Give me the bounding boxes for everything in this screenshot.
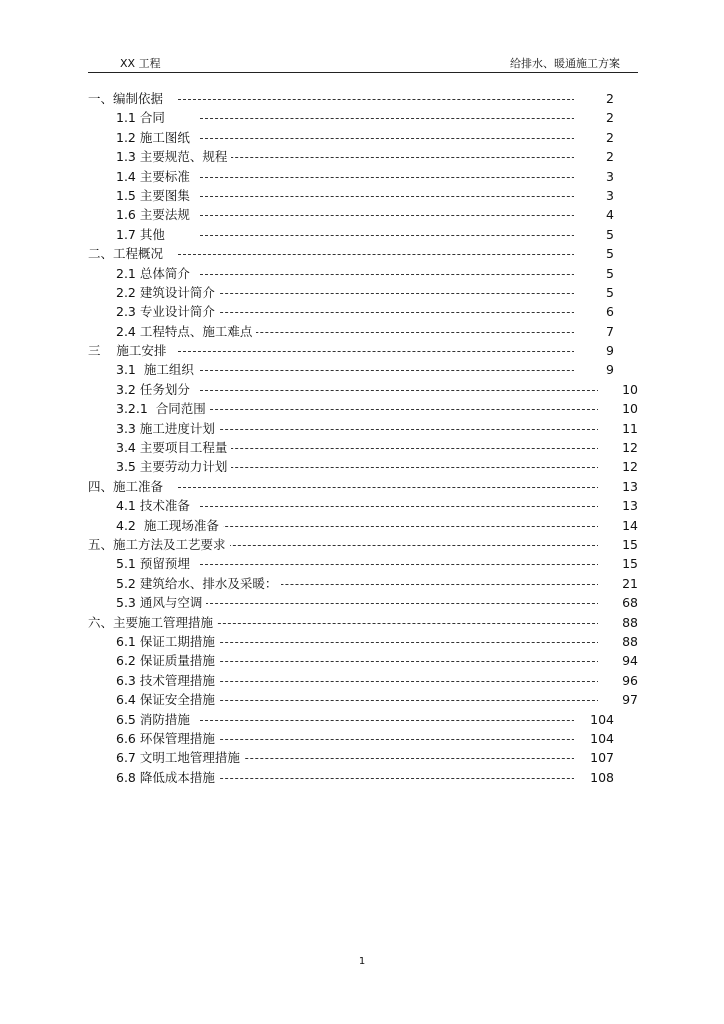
toc-entry-label: 3.2 任务划分 — [116, 380, 194, 399]
toc-leader-dots — [200, 526, 600, 527]
toc-entry-page: 2 — [574, 89, 614, 108]
toc-leader-dots — [200, 506, 600, 507]
toc-leader-dots — [200, 778, 600, 779]
toc-entry-page: 97 — [598, 690, 638, 709]
toc-leader-dots — [200, 661, 600, 662]
toc-entry-page: 96 — [598, 671, 638, 690]
toc-entry-label: 4.2 施工现场准备 — [116, 516, 223, 535]
toc-entry-page: 3 — [574, 186, 614, 205]
toc-entry-label: 6.4 保证安全措施 — [116, 690, 219, 709]
toc-entry-page: 6 — [574, 302, 614, 321]
toc-entry-label: 3.3 施工进度计划 — [116, 419, 219, 438]
toc-entry[interactable] — [0, 438, 724, 457]
toc-entry-page: 104 — [574, 710, 614, 729]
toc-leader-dots — [200, 720, 600, 721]
toc-entry[interactable] — [0, 380, 724, 399]
toc-entry-page: 94 — [598, 651, 638, 670]
toc-entry-label: 6.7 文明工地管理措施 — [116, 748, 244, 767]
toc-entry-label: 四、施工准备 — [88, 477, 167, 496]
toc-entry[interactable] — [0, 225, 724, 244]
toc-leader-dots — [200, 370, 600, 371]
toc-entry[interactable] — [0, 477, 724, 496]
toc-entry[interactable] — [0, 729, 724, 748]
toc-entry-label: 6.2 保证质量措施 — [116, 651, 219, 670]
toc-entry-label: 2.4 工程特点、施工难点 — [116, 322, 256, 341]
toc-entry-label: 5.1 预留预埋 — [116, 554, 194, 573]
toc-entry-page: 5 — [574, 244, 614, 263]
toc-entry[interactable] — [0, 167, 724, 186]
toc-entry[interactable] — [0, 768, 724, 787]
toc-entry[interactable] — [0, 322, 724, 341]
toc-entry-label: 六、主要施工管理措施 — [88, 613, 217, 632]
toc-entry-page: 9 — [574, 341, 614, 360]
page-header — [88, 54, 638, 73]
toc-entry[interactable] — [0, 205, 724, 224]
toc-entry-label: 4.1 技术准备 — [116, 496, 194, 515]
toc-entry-label: 1.5 主要图集 — [116, 186, 194, 205]
toc-entry-label: 二、工程概况 — [88, 244, 167, 263]
toc-leader-dots — [178, 487, 600, 488]
toc-entry[interactable] — [0, 651, 724, 670]
toc-leader-dots — [200, 138, 600, 139]
toc-entry[interactable] — [0, 516, 724, 535]
toc-entry[interactable] — [0, 341, 724, 360]
toc-entry[interactable] — [0, 186, 724, 205]
toc-entry-label: 3.1 施工组织 — [116, 360, 198, 379]
toc-entry[interactable] — [0, 360, 724, 379]
toc-entry-label: 6.1 保证工期措施 — [116, 632, 219, 651]
toc-entry-label: 1.1 合同 — [116, 108, 169, 127]
toc-entry-label: 5.3 通风与空调 — [116, 593, 206, 612]
toc-entry-page: 2 — [574, 108, 614, 127]
toc-entry-page: 10 — [598, 380, 638, 399]
toc-leader-dots — [200, 312, 600, 313]
toc-leader-dots — [178, 254, 600, 255]
toc-entry-page: 21 — [598, 574, 638, 593]
toc-leader-dots — [200, 448, 600, 449]
toc-leader-dots — [178, 545, 600, 546]
toc-entry[interactable] — [0, 419, 724, 438]
toc-entry[interactable] — [0, 535, 724, 554]
toc-entry[interactable] — [0, 147, 724, 166]
toc-entry[interactable] — [0, 264, 724, 283]
toc-entry[interactable] — [0, 128, 724, 147]
toc-leader-dots — [178, 351, 600, 352]
toc-entry-label: 5.2 建筑给水、排水及采暖： — [116, 574, 281, 593]
toc-entry-label: 五、施工方法及工艺要求 — [88, 535, 230, 554]
toc-leader-dots — [200, 467, 600, 468]
toc-entry-label: 1.2 施工图纸 — [116, 128, 194, 147]
toc-leader-dots — [200, 332, 600, 333]
toc-entry-label: 2.2 建筑设计简介 — [116, 283, 219, 302]
toc-leader-dots — [200, 177, 600, 178]
toc-entry[interactable] — [0, 613, 724, 632]
toc-leader-dots — [200, 409, 600, 410]
toc-entry[interactable] — [0, 554, 724, 573]
toc-leader-dots — [200, 700, 600, 701]
toc-entry-page: 10 — [598, 399, 638, 418]
toc-entry-page: 107 — [574, 748, 614, 767]
toc-leader-dots — [200, 739, 600, 740]
toc-entry[interactable] — [0, 632, 724, 651]
toc-entry-label: 2.3 专业设计简介 — [116, 302, 219, 321]
toc-leader-dots — [200, 603, 600, 604]
toc-entry[interactable] — [0, 574, 724, 593]
toc-entry-page: 5 — [574, 225, 614, 244]
toc-entry-page: 15 — [598, 554, 638, 573]
toc-entry-page: 12 — [598, 457, 638, 476]
toc-leader-dots — [200, 564, 600, 565]
toc-leader-dots — [178, 99, 600, 100]
toc-entry-page: 5 — [574, 283, 614, 302]
toc-leader-dots — [200, 390, 600, 391]
toc-entry[interactable] — [0, 457, 724, 476]
toc-entry-page: 5 — [574, 264, 614, 283]
toc-entry[interactable] — [0, 283, 724, 302]
toc-entry-page: 2 — [574, 128, 614, 147]
toc-leader-dots — [200, 293, 600, 294]
toc-entry-page: 11 — [598, 419, 638, 438]
toc-entry-label: 三 施工安排 — [88, 341, 170, 360]
toc-entry-label: 3.4 主要项目工程量 — [116, 438, 231, 457]
toc-entry[interactable] — [0, 244, 724, 263]
toc-leader-dots — [200, 235, 600, 236]
toc-entry[interactable] — [0, 710, 724, 729]
toc-entry[interactable] — [0, 108, 724, 127]
toc-leader-dots — [200, 215, 600, 216]
toc-entry-page: 13 — [598, 496, 638, 515]
toc-entry-page: 12 — [598, 438, 638, 457]
toc-entry-page: 104 — [574, 729, 614, 748]
page-number: 1 — [358, 956, 366, 967]
header-project-name: XX 工程 — [120, 57, 161, 70]
toc-entry-page: 88 — [598, 613, 638, 632]
toc-entry[interactable] — [0, 496, 724, 515]
toc-leader-dots — [200, 118, 600, 119]
toc-entry[interactable] — [0, 89, 724, 108]
toc-entry-page: 7 — [574, 322, 614, 341]
toc-entry-page: 68 — [598, 593, 638, 612]
toc-leader-dots — [200, 196, 600, 197]
toc-entry-label: 1.7 其他 — [116, 225, 169, 244]
toc-entry-label: 1.4 主要标准 — [116, 167, 194, 186]
toc-entry-label: 1.6 主要法规 — [116, 205, 194, 224]
toc-entry[interactable] — [0, 399, 724, 418]
toc-leader-dots — [200, 429, 600, 430]
toc-entry-page: 13 — [598, 477, 638, 496]
table-of-contents — [0, 89, 724, 787]
toc-entry-page: 9 — [574, 360, 614, 379]
toc-leader-dots — [200, 274, 600, 275]
toc-entry[interactable] — [0, 302, 724, 321]
toc-entry-label: 6.3 技术管理措施 — [116, 671, 219, 690]
toc-entry-page: 3 — [574, 167, 614, 186]
toc-entry-label: 6.8 降低成本措施 — [116, 768, 219, 787]
toc-entry-page: 15 — [598, 535, 638, 554]
toc-entry-page: 2 — [574, 147, 614, 166]
toc-entry-page: 4 — [574, 205, 614, 224]
header-document-title: 给排水、暖通施工方案 — [510, 57, 620, 70]
toc-leader-dots — [200, 642, 600, 643]
toc-entry[interactable] — [0, 748, 724, 767]
toc-entry-label: 1.3 主要规范、规程 — [116, 147, 231, 166]
toc-entry-page: 88 — [598, 632, 638, 651]
toc-leader-dots — [200, 157, 600, 158]
toc-leader-dots — [200, 681, 600, 682]
toc-entry[interactable] — [0, 690, 724, 709]
toc-entry-page: 14 — [598, 516, 638, 535]
toc-entry-page: 108 — [574, 768, 614, 787]
toc-leader-dots — [200, 758, 600, 759]
toc-entry-label: 一、编制依据 — [88, 89, 167, 108]
toc-entry-label: 3.2.1 合同范围 — [116, 399, 210, 418]
toc-entry[interactable] — [0, 671, 724, 690]
toc-entry[interactable] — [0, 593, 724, 612]
toc-entry-label: 6.5 消防措施 — [116, 710, 194, 729]
toc-entry-label: 6.6 环保管理措施 — [116, 729, 219, 748]
toc-leader-dots — [178, 623, 600, 624]
toc-entry-label: 3.5 主要劳动力计划 — [116, 457, 231, 476]
toc-entry-label: 2.1 总体简介 — [116, 264, 194, 283]
